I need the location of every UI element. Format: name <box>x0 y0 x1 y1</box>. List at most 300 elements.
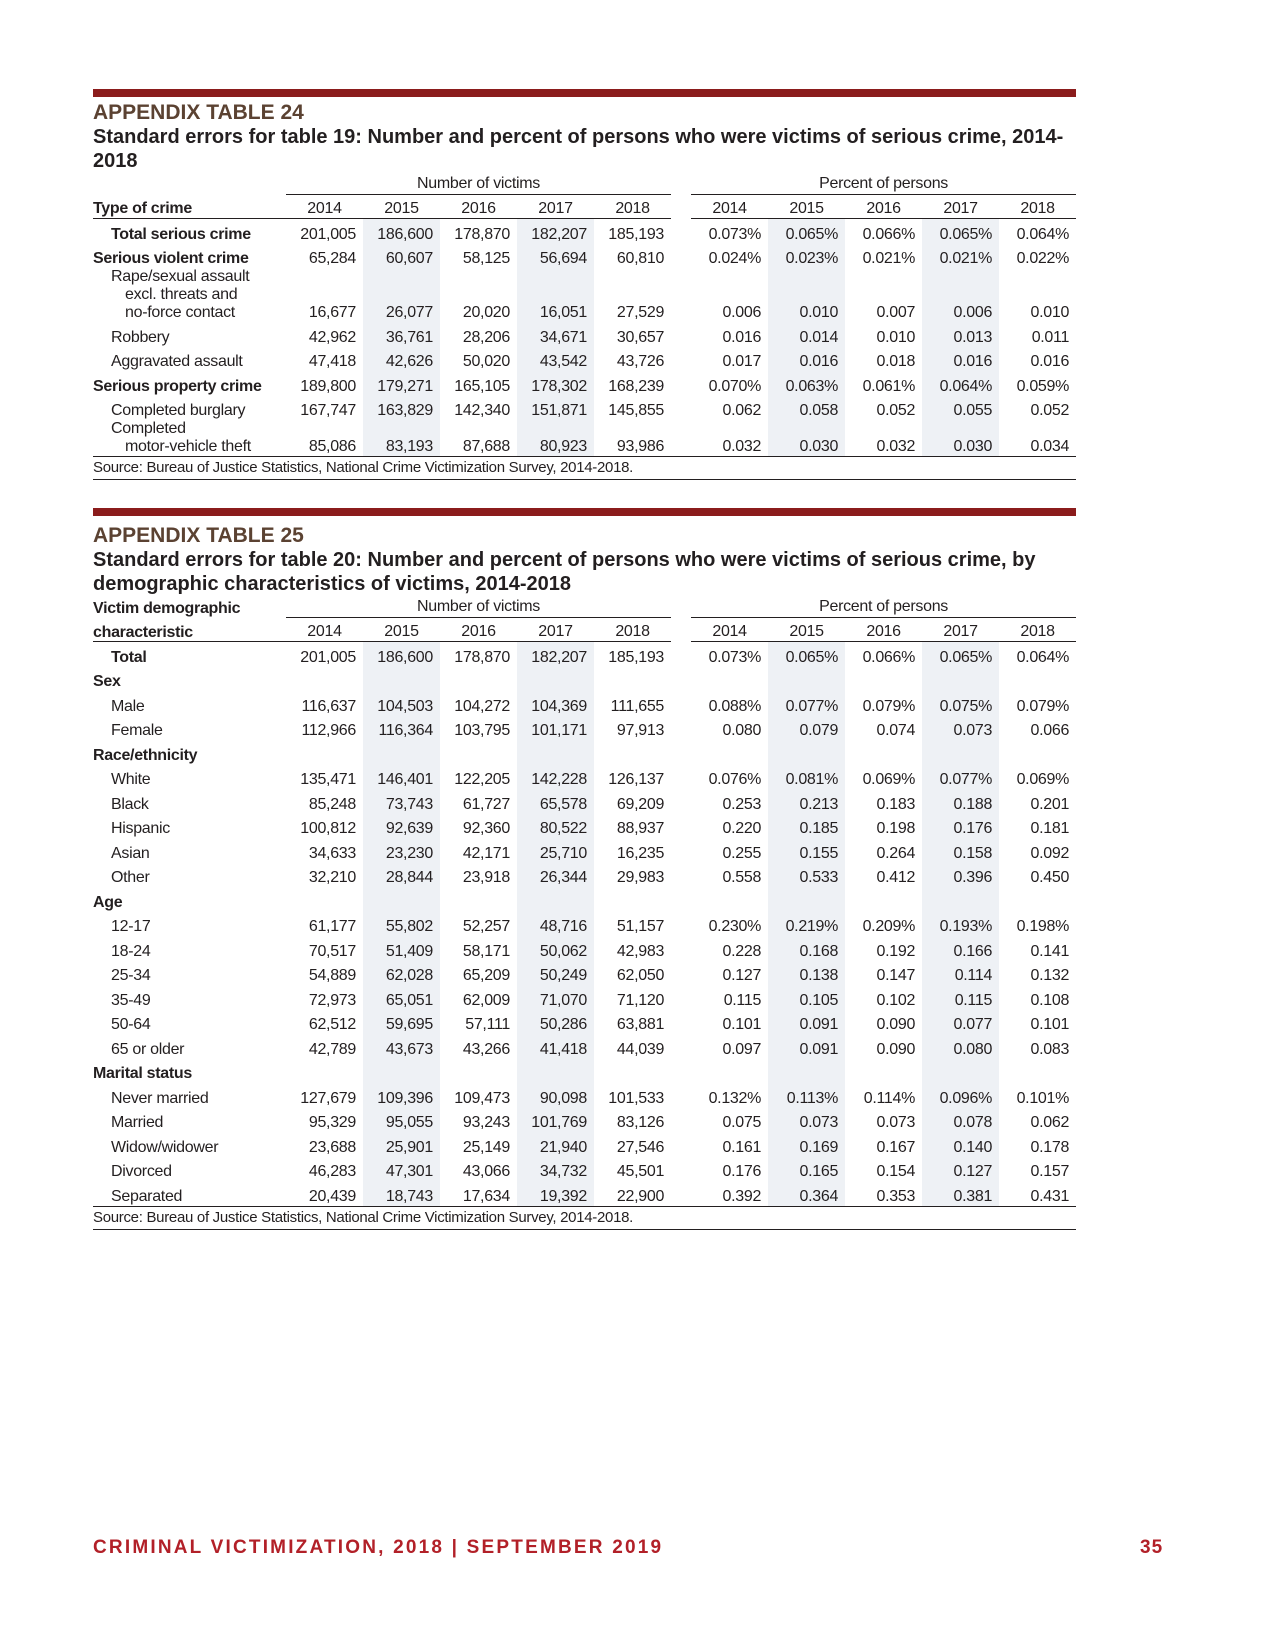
table-25-group-percent: Percent of persons <box>691 598 1076 618</box>
row-label <box>93 420 286 456</box>
percent-cell: 0.091 <box>768 1010 845 1035</box>
percent-cell: 0.070% <box>708 377 762 395</box>
percent-cell: 0.016 <box>768 347 845 372</box>
victims-cell: 42,983 <box>616 942 665 960</box>
row-label: 12-17 <box>111 918 151 935</box>
victims-cell: 62,050 <box>616 967 665 984</box>
victims-cell: 16,051 <box>517 268 594 322</box>
victims-cell: 93,986 <box>616 438 665 455</box>
victims-cell: 185,193 <box>608 225 665 243</box>
percent-cell: 0.065% <box>922 219 999 244</box>
percent-cell: 0.115 <box>723 991 762 1009</box>
victims-cell: 23,230 <box>363 838 440 863</box>
victims-cell: 165,105 <box>454 377 510 395</box>
percent-cell <box>768 887 845 912</box>
victims-cell <box>594 887 671 912</box>
percent-cell: 0.168 <box>768 936 845 961</box>
victims-cell: 186,600 <box>363 219 440 244</box>
percent-cell: 0.077% <box>768 691 845 716</box>
percent-cell: 0.073% <box>708 648 762 666</box>
victims-cell: 52,257 <box>462 918 510 935</box>
percent-cell: 0.165 <box>768 1157 845 1182</box>
table-24-header-row <box>93 195 1076 219</box>
table-row <box>93 985 1076 1010</box>
percent-cell: 0.073 <box>922 716 999 741</box>
percent-cell: 0.101 <box>1030 1016 1070 1033</box>
victims-cell: 62,512 <box>308 1016 356 1033</box>
row-label: Never married <box>111 1089 209 1107</box>
table-row <box>93 1010 1076 1035</box>
percent-cell: 0.078 <box>922 1108 999 1133</box>
victims-cell <box>594 740 671 765</box>
table-row <box>93 740 1076 765</box>
percent-cell: 0.230% <box>708 918 762 935</box>
victims-cell: 28,844 <box>363 863 440 888</box>
victims-cell: 42,789 <box>308 1040 356 1058</box>
percent-cell: 0.065% <box>768 642 845 667</box>
victims-cell <box>440 887 517 912</box>
table-24-group-number: Number of victims <box>286 175 671 195</box>
table-row <box>93 838 1076 863</box>
victims-cell <box>517 667 594 692</box>
percent-cell: 0.192 <box>876 942 916 960</box>
percent-cell: 0.219% <box>768 912 845 937</box>
victims-cell: 189,800 <box>300 377 356 395</box>
percent-cell: 0.183 <box>876 795 916 813</box>
row-label: 35-49 <box>111 991 151 1009</box>
percent-cell: 0.052 <box>1030 402 1070 419</box>
percent-cell: 0.181 <box>1030 820 1070 837</box>
percent-cell <box>768 667 845 692</box>
percent-cell: 0.450 <box>1030 869 1070 886</box>
victims-cell: 34,671 <box>517 322 594 347</box>
victims-cell: 109,396 <box>363 1083 440 1108</box>
percent-cell: 0.066% <box>862 648 916 666</box>
table-row <box>93 765 1076 790</box>
percent-cell: 0.353 <box>876 1187 916 1205</box>
victims-cell: 178,870 <box>454 648 510 666</box>
victims-cell: 25,710 <box>517 838 594 863</box>
victims-cell: 57,111 <box>465 1016 510 1033</box>
row-label-line: motor-vehicle theft <box>125 438 251 455</box>
table-row <box>93 219 1076 244</box>
victims-cell: 63,881 <box>616 1016 665 1033</box>
percent-cell: 0.063% <box>768 371 845 396</box>
percent-cell: 0.255 <box>722 844 762 862</box>
year-header: 2016 <box>440 195 517 219</box>
percent-cell: 0.193% <box>922 912 999 937</box>
percent-cell <box>845 740 922 765</box>
table-25-group-number: Number of victims <box>286 598 671 618</box>
victims-cell: 61,727 <box>462 795 510 813</box>
victims-cell: 16,235 <box>616 844 665 862</box>
percent-cell: 0.064% <box>1016 648 1070 666</box>
table-row <box>93 1181 1076 1206</box>
year-header: 2015 <box>768 618 845 642</box>
victims-cell <box>363 667 440 692</box>
victims-cell <box>517 740 594 765</box>
table-row <box>93 1034 1076 1059</box>
victims-cell: 101,171 <box>517 716 594 741</box>
table-25-top-rule <box>93 508 1076 516</box>
victims-cell: 56,694 <box>517 244 594 269</box>
percent-cell: 0.092 <box>1030 844 1070 862</box>
percent-cell <box>691 887 768 912</box>
percent-cell: 0.011 <box>1031 328 1070 346</box>
table-row <box>93 347 1076 372</box>
year-header: 2014 <box>691 618 768 642</box>
victims-cell: 23,918 <box>462 869 510 886</box>
footer-page-number: 35 <box>1140 1537 1164 1558</box>
victims-cell: 59,695 <box>363 1010 440 1035</box>
table-row <box>93 1083 1076 1108</box>
percent-cell: 0.083 <box>1030 1040 1070 1058</box>
table-25-row-header-line2: characteristic <box>93 618 286 642</box>
victims-cell: 95,055 <box>363 1108 440 1133</box>
percent-cell: 0.017 <box>722 353 762 370</box>
percent-cell: 0.073 <box>768 1108 845 1133</box>
victims-cell: 97,913 <box>616 722 665 739</box>
percent-cell: 0.431 <box>1030 1187 1070 1205</box>
victims-cell: 50,062 <box>517 936 594 961</box>
percent-cell <box>691 1059 768 1084</box>
victims-cell: 145,855 <box>608 402 665 419</box>
row-label: Widow/widower <box>111 1138 219 1156</box>
victims-cell: 142,340 <box>454 402 510 419</box>
victims-cell: 48,716 <box>517 912 594 937</box>
row-label: Total <box>111 648 147 666</box>
table-row <box>93 887 1076 912</box>
table-row <box>93 936 1076 961</box>
victims-cell: 44,039 <box>616 1040 665 1058</box>
victims-cell: 27,529 <box>616 304 665 321</box>
victims-cell: 80,522 <box>517 814 594 839</box>
table-row <box>93 322 1076 347</box>
percent-cell: 0.209% <box>862 918 916 935</box>
percent-cell: 0.058 <box>768 396 845 421</box>
percent-cell: 0.075% <box>922 691 999 716</box>
row-label: Divorced <box>111 1163 172 1180</box>
victims-cell: 85,248 <box>308 795 356 813</box>
row-label <box>93 268 286 322</box>
table-24-source: Source: Bureau of Justice Statistics, National Crime Victimization Survey, 2014-2018. <box>93 456 1076 480</box>
percent-cell: 0.188 <box>922 789 999 814</box>
table-24-row-header: Type of crime <box>93 195 286 219</box>
victims-cell <box>363 1059 440 1084</box>
year-header: 2015 <box>363 618 440 642</box>
victims-cell <box>517 1059 594 1084</box>
year-header: 2018 <box>594 195 671 219</box>
victims-cell: 104,503 <box>363 691 440 716</box>
percent-cell: 0.097 <box>722 1040 762 1058</box>
percent-cell: 0.220 <box>722 820 762 837</box>
percent-cell: 0.132 <box>1030 967 1070 984</box>
percent-cell <box>768 1059 845 1084</box>
percent-cell: 0.080 <box>722 722 762 739</box>
percent-cell: 0.066% <box>862 225 916 243</box>
percent-cell: 0.006 <box>922 268 999 322</box>
percent-cell: 0.079% <box>862 697 916 715</box>
victims-cell <box>286 1059 363 1084</box>
table-25-grid <box>93 596 1076 1206</box>
victims-cell: 65,578 <box>517 789 594 814</box>
victims-cell: 47,301 <box>363 1157 440 1182</box>
table-24-body <box>93 219 1076 457</box>
table-row <box>93 371 1076 396</box>
percent-cell: 0.065% <box>922 642 999 667</box>
victims-cell: 178,870 <box>454 225 510 243</box>
percent-cell: 0.014 <box>768 322 845 347</box>
row-label: Married <box>111 1114 164 1131</box>
victims-cell: 116,364 <box>363 716 440 741</box>
row-label: Robbery <box>111 328 170 346</box>
percent-cell: 0.102 <box>876 991 916 1009</box>
victims-cell: 71,120 <box>616 991 665 1009</box>
victims-cell: 18,743 <box>363 1181 440 1206</box>
percent-cell: 0.022% <box>1016 250 1070 267</box>
percent-cell: 0.364 <box>768 1181 845 1206</box>
footer-publication: CRIMINAL VICTIMIZATION, 2018 | SEPTEMBER 2019 <box>93 1537 664 1558</box>
percent-cell: 0.069% <box>862 771 916 788</box>
victims-cell: 42,626 <box>363 347 440 372</box>
percent-cell: 0.161 <box>722 1138 762 1156</box>
percent-cell: 0.064% <box>1016 225 1070 243</box>
table-24-top-rule <box>93 89 1076 97</box>
victims-cell: 25,149 <box>462 1138 510 1156</box>
percent-cell: 0.010 <box>876 328 916 346</box>
row-label: White <box>111 771 151 788</box>
percent-cell: 0.016 <box>722 328 762 346</box>
table-24-label: APPENDIX TABLE 24 <box>93 101 304 124</box>
victims-cell: 17,634 <box>462 1187 510 1205</box>
victims-cell: 201,005 <box>300 648 356 666</box>
table-25-source: Source: Bureau of Justice Statistics, National Crime Victimization Survey, 2014-2018. <box>93 1206 1076 1230</box>
victims-cell: 126,137 <box>608 771 665 788</box>
row-label: 18-24 <box>111 942 151 960</box>
victims-cell: 101,533 <box>608 1089 665 1107</box>
percent-cell: 0.006 <box>722 304 762 321</box>
percent-cell <box>691 667 768 692</box>
table-row <box>93 396 1076 421</box>
row-label: Age <box>93 893 123 911</box>
victims-cell <box>440 667 517 692</box>
table-row <box>93 863 1076 888</box>
victims-cell: 42,171 <box>462 844 510 862</box>
percent-cell: 0.127 <box>722 967 762 984</box>
victims-cell: 116,637 <box>301 697 356 715</box>
percent-cell: 0.101 <box>722 1016 762 1033</box>
victims-cell: 23,688 <box>308 1138 356 1156</box>
victims-cell: 62,009 <box>462 991 510 1009</box>
victims-cell: 65,051 <box>363 985 440 1010</box>
percent-cell: 0.178 <box>1030 1138 1070 1156</box>
victims-cell: 92,360 <box>462 820 510 837</box>
row-label-line: Completed <box>111 420 186 437</box>
percent-cell: 0.155 <box>768 838 845 863</box>
percent-cell: 0.201 <box>1030 795 1070 813</box>
victims-cell: 43,066 <box>462 1163 510 1180</box>
victims-cell: 142,228 <box>517 765 594 790</box>
victims-cell: 69,209 <box>616 795 665 813</box>
percent-cell: 0.127 <box>922 1157 999 1182</box>
table-row <box>93 1132 1076 1157</box>
percent-cell <box>999 740 1076 765</box>
victims-cell: 16,677 <box>308 304 356 321</box>
row-label: Female <box>111 722 163 739</box>
victims-cell: 45,501 <box>616 1163 665 1180</box>
year-header: 2014 <box>691 195 768 219</box>
victims-cell: 43,726 <box>616 353 665 370</box>
year-header: 2017 <box>517 195 594 219</box>
year-header: 2018 <box>999 618 1076 642</box>
percent-cell: 0.176 <box>922 814 999 839</box>
table-row <box>93 789 1076 814</box>
row-label-line: excl. threats and <box>125 286 238 303</box>
row-label: 65 or older <box>111 1040 185 1058</box>
victims-cell: 62,028 <box>363 961 440 986</box>
percent-cell: 0.392 <box>722 1187 762 1205</box>
percent-cell: 0.024% <box>708 250 762 267</box>
victims-cell: 22,900 <box>616 1187 665 1205</box>
victims-cell: 19,392 <box>517 1181 594 1206</box>
victims-cell: 60,607 <box>363 244 440 269</box>
percent-cell: 0.062 <box>1030 1114 1070 1131</box>
table-25-header-row <box>93 618 1076 642</box>
percent-cell: 0.166 <box>922 936 999 961</box>
row-label: Total serious crime <box>111 225 251 243</box>
percent-cell: 0.264 <box>876 844 916 862</box>
percent-cell: 0.055 <box>922 396 999 421</box>
victims-cell <box>286 887 363 912</box>
percent-cell: 0.412 <box>876 869 916 886</box>
victims-cell: 55,802 <box>363 912 440 937</box>
victims-cell: 80,923 <box>517 420 594 456</box>
percent-cell: 0.185 <box>768 814 845 839</box>
percent-cell <box>999 1059 1076 1084</box>
row-label: 25-34 <box>111 967 151 984</box>
percent-cell: 0.023% <box>768 244 845 269</box>
victims-cell: 104,369 <box>517 691 594 716</box>
percent-cell: 0.113% <box>768 1083 845 1108</box>
victims-cell: 95,329 <box>308 1114 356 1131</box>
victims-cell: 135,471 <box>300 771 356 788</box>
percent-cell: 0.032 <box>876 438 916 455</box>
table-24-title: Standard errors for table 19: Number and percent of persons who were victims of serious crime, 2014-2018 <box>93 126 1064 172</box>
percent-cell <box>922 887 999 912</box>
victims-cell: 58,171 <box>462 942 510 960</box>
victims-cell: 100,812 <box>300 820 356 837</box>
percent-cell: 0.016 <box>1030 353 1070 370</box>
row-label: Asian <box>111 844 150 862</box>
percent-cell: 0.069% <box>1016 771 1070 788</box>
percent-cell: 0.090 <box>876 1016 916 1033</box>
victims-cell <box>517 887 594 912</box>
row-label: Sex <box>93 673 121 690</box>
percent-cell: 0.032 <box>722 438 762 455</box>
victims-cell: 122,205 <box>454 771 510 788</box>
percent-cell: 0.073% <box>708 225 762 243</box>
victims-cell <box>594 667 671 692</box>
row-label: Black <box>111 795 149 813</box>
victims-cell: 93,243 <box>462 1114 510 1131</box>
victims-cell: 72,973 <box>308 991 356 1009</box>
victims-cell: 20,439 <box>308 1187 356 1205</box>
percent-cell: 0.090 <box>876 1040 916 1058</box>
percent-cell: 0.158 <box>922 838 999 863</box>
victims-cell: 30,657 <box>616 328 665 346</box>
victims-cell <box>594 1059 671 1084</box>
percent-cell: 0.010 <box>768 268 845 322</box>
victims-cell: 92,639 <box>363 814 440 839</box>
row-label: Hispanic <box>111 820 170 837</box>
victims-cell: 51,157 <box>616 918 665 935</box>
victims-cell: 43,266 <box>462 1040 510 1058</box>
row-label: 50-64 <box>111 1016 151 1033</box>
percent-cell: 0.558 <box>722 869 762 886</box>
percent-cell: 0.052 <box>876 402 916 419</box>
victims-cell: 34,633 <box>308 844 356 862</box>
table-row <box>93 716 1076 741</box>
percent-cell: 0.034 <box>1030 438 1070 455</box>
percent-cell <box>845 887 922 912</box>
victims-cell: 112,966 <box>301 722 356 739</box>
victims-cell: 127,679 <box>300 1089 356 1107</box>
victims-cell: 182,207 <box>517 219 594 244</box>
percent-cell: 0.021% <box>922 244 999 269</box>
row-label: Marital status <box>93 1065 192 1082</box>
victims-cell: 21,940 <box>517 1132 594 1157</box>
victims-cell: 71,070 <box>517 985 594 1010</box>
percent-cell: 0.010 <box>1030 304 1070 321</box>
row-label-line: no-force contact <box>125 304 235 321</box>
row-label-line: Rape/sexual assault <box>111 268 250 285</box>
percent-cell: 0.066 <box>1030 722 1070 739</box>
victims-cell <box>440 1059 517 1084</box>
percent-cell: 0.140 <box>922 1132 999 1157</box>
percent-cell: 0.061% <box>862 377 916 395</box>
victims-cell: 90,098 <box>517 1083 594 1108</box>
percent-cell: 0.198 <box>876 820 916 837</box>
percent-cell: 0.154 <box>876 1163 916 1180</box>
victims-cell: 36,761 <box>363 322 440 347</box>
percent-cell: 0.396 <box>922 863 999 888</box>
victims-cell: 111,655 <box>610 697 665 715</box>
victims-cell: 43,542 <box>517 347 594 372</box>
table-row <box>93 691 1076 716</box>
victims-cell: 65,209 <box>462 967 510 984</box>
percent-cell: 0.081% <box>768 765 845 790</box>
victims-cell: 54,889 <box>308 967 356 984</box>
year-header: 2014 <box>286 195 363 219</box>
table-24-grid <box>93 173 1076 456</box>
row-label: Male <box>111 697 145 715</box>
year-header: 2017 <box>517 618 594 642</box>
victims-cell: 201,005 <box>300 225 356 243</box>
victims-cell: 41,418 <box>517 1034 594 1059</box>
table-24-group-percent: Percent of persons <box>691 175 1076 195</box>
victims-cell: 83,193 <box>363 420 440 456</box>
row-label: Completed burglary <box>111 402 246 419</box>
table-row <box>93 912 1076 937</box>
victims-cell: 151,871 <box>517 396 594 421</box>
year-header: 2018 <box>999 195 1076 219</box>
victims-cell: 65,284 <box>308 250 356 267</box>
percent-cell: 0.077% <box>922 765 999 790</box>
percent-cell: 0.013 <box>922 322 999 347</box>
percent-cell: 0.115 <box>922 985 999 1010</box>
percent-cell: 0.096% <box>922 1083 999 1108</box>
table-25-title-line2: demographic characteristics of victims, 2014-2018 <box>93 573 572 595</box>
